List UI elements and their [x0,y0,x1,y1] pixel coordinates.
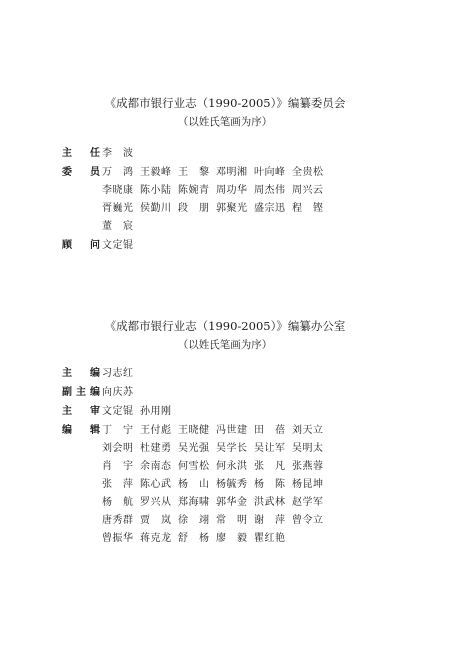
person-name: 文定锟 [102,240,134,251]
role-label: 委 员 [62,167,100,178]
role-row [62,404,422,420]
person-name: 周杰伟 [254,185,286,196]
person-name: 盛宗迅 [254,203,286,214]
person-name: 张燕蓉 [292,461,324,472]
person-name: 唐秀群 [102,515,134,526]
person-name: 杜建勇 [140,443,172,454]
person-name: 吴明太 [292,443,324,454]
person-name: 田 蓓 [254,425,286,436]
person-name: 杨昆坤 [292,479,324,490]
person-name: 杨 山 [178,479,210,490]
person-name: 程 铿 [292,203,324,214]
committee-title: 《成都市银行业志（1990-2005）》编纂委员会 [104,96,346,110]
person-name: 余南态 [140,461,172,472]
person-name: 李 波 [102,148,134,159]
role-label: 主 审 [62,406,100,417]
person-name: 舒 杨 [178,533,210,544]
person-name: 陈心武 [140,479,172,490]
person-name: 陈婉青 [178,185,210,196]
person-name: 杨 航 [102,497,134,508]
person-name: 曾振华 [102,533,134,544]
person-name: 何雪松 [178,461,210,472]
role-label: 编 辑 [62,425,100,436]
person-name: 曾令立 [292,515,324,526]
person-name: 习志红 [102,368,134,379]
person-name: 廖 毅 [216,533,248,544]
person-name: 郭华金 [216,497,248,508]
person-name: 陈小陆 [140,185,172,196]
person-name: 王 黎 [178,167,210,178]
role-row [62,385,422,401]
person-name: 丁 宁 [102,425,134,436]
person-name: 孙用刚 [140,406,172,417]
person-name: 王付彪 [140,425,172,436]
person-name: 周兴云 [292,185,324,196]
person-name: 杨 陈 [254,479,286,490]
person-name: 董 宸 [102,221,134,232]
person-name: 吴光强 [178,443,210,454]
role-row [62,165,422,232]
person-name: 文定锟 [102,406,134,417]
person-name: 王晓健 [178,425,210,436]
office-subtitle: （以姓氏笔画为序） [177,339,273,351]
person-name: 徐 翊 [178,515,210,526]
person-name: 肖 宇 [102,461,134,472]
role-label: 主 编 [62,368,100,379]
person-name: 贾 岚 [140,515,172,526]
person-name: 吴学长 [216,443,248,454]
role-row [62,238,422,254]
person-name: 段 朋 [178,203,210,214]
person-name: 万 鸿 [102,167,134,178]
role-row [62,423,422,544]
role-label: 主 任 [62,148,100,159]
person-name: 何永洪 [216,461,248,472]
person-name: 李晓康 [102,185,134,196]
person-name: 向庆苏 [102,387,134,398]
person-name: 冯世建 [216,425,248,436]
committee-subtitle: （以姓氏笔画为序） [177,116,273,128]
office-title: 《成都市银行业志（1990-2005）》编纂办公室 [104,319,346,333]
role-label: 副 主 编 [62,387,100,398]
person-name: 王毅峰 [140,167,172,178]
person-name: 罗兴从 [140,497,172,508]
person-name: 邓明湘 [216,167,248,178]
person-name: 洪武林 [254,497,286,508]
person-name: 胥巍光 [102,203,134,214]
role-row [62,366,422,382]
person-name: 蒋克龙 [140,533,172,544]
person-name: 常 明 [216,515,248,526]
person-name: 郭聚光 [216,203,248,214]
person-name: 谢 萍 [254,515,286,526]
person-name: 叶向峰 [254,167,286,178]
person-name: 瞿红艳 [254,533,286,544]
person-name: 周功华 [216,185,248,196]
person-name: 吴让军 [254,443,286,454]
person-name: 张 凡 [254,461,286,472]
role-row [62,146,422,162]
person-name: 全贵松 [292,167,324,178]
role-label: 顾 问 [62,240,100,251]
person-name: 刘天立 [292,425,324,436]
person-name: 刘会明 [102,443,134,454]
person-name: 侯勤川 [140,203,172,214]
person-name: 郑海啸 [178,497,210,508]
person-name: 赵学军 [292,497,324,508]
person-name: 杨毓秀 [216,479,248,490]
person-name: 张 萍 [102,479,134,490]
